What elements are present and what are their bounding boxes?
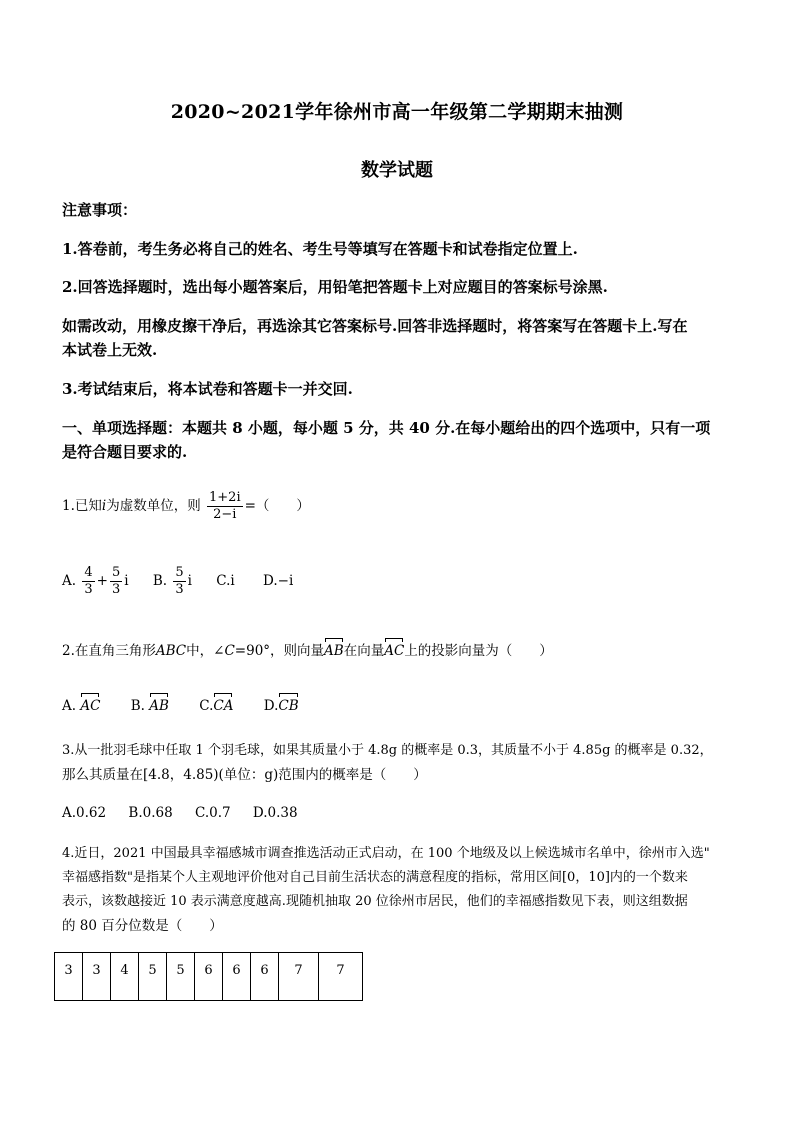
q3-options [62, 802, 742, 824]
q1-option-a-d1: 3 [84, 582, 93, 597]
q4-line3: 表示，该数越接近 10 表示满意度越高.现随机抽取 20 位徐州市居民，他们的幸福感指数见下表，则这组数据 [62, 894, 688, 909]
note-2: 2.回答选择题时，选出每小题答案后，用铅笔把答题卡上对应题目的答案标号涂黑. [62, 278, 608, 296]
q1-option-a-plus: + [96, 573, 108, 589]
table-cell: 6 [223, 953, 251, 1001]
q2-option-a-label: A. [62, 698, 77, 714]
q2-stem [62, 640, 742, 662]
q2-option-d-label: D. [263, 698, 279, 714]
q1-stem-a: 1.已知 [62, 498, 102, 514]
q1-frac-num: 1+2i [209, 490, 241, 505]
q2-option-b-label: B. [130, 698, 145, 714]
exam-subtitle: 数学试题 [361, 160, 433, 181]
q2-stem-b: 中，∠ [186, 643, 225, 659]
q1-option-b-frac [173, 565, 185, 598]
q2-vector-ac: AC [384, 640, 404, 662]
q2-option-b-vector: AB [149, 695, 169, 717]
q4-line2: 幸福感指数"是指某个人主观地评价他对自己目前生活状态的满意程度的指标，常用区间[0，10]内的一个数来 [62, 870, 688, 885]
q2-stem-e: 上的投影向量为（ ） [404, 643, 553, 659]
q1-stem [62, 490, 742, 523]
q1-option-a [62, 565, 133, 597]
q1-stem-c: =（ ） [244, 498, 310, 514]
section1-line1: 一、单项选择题：本题共 8 小题，每小题 5 分，共 40 分.在每小题给出的四个选项中，只有一项 [62, 419, 711, 437]
q3-option-a: A.0.62 [62, 805, 107, 821]
q2-c-var: C [224, 643, 235, 659]
q1-option-a-d2: 3 [111, 582, 121, 597]
q1-option-b [152, 565, 196, 597]
q2-option-c-vector: CA [213, 695, 233, 717]
note-2b-line2: 本试卷上无效. [62, 341, 158, 359]
table-cell: 3 [55, 953, 83, 1001]
q4-line4: 的 80 百分位数是（ ） [62, 918, 223, 934]
table-cell: 6 [251, 953, 279, 1001]
q4-line1: 4.近日，2021 中国最具幸福感城市调查推选活动正式启动，在 100 个地级及以上候选城市名单中，徐州市入选" [62, 846, 710, 861]
q1-option-b-i: i [187, 573, 192, 589]
note-2b-line1: 如需改动，用橡皮擦干净后，再选涂其它答案标号.回答非选择题时，将答案写在答题卡上.写在 [62, 317, 688, 335]
q1-option-c: C.i [216, 573, 235, 589]
q2-options [62, 695, 742, 717]
exam-title: 2020~2021学年徐州市高一年级第二学期期末抽测 [170, 101, 624, 123]
q1-option-a-frac1 [82, 565, 94, 598]
q2-option-c [199, 698, 233, 714]
q1-option-a-n2: 5 [111, 565, 121, 580]
notes-heading: 注意事项： [62, 201, 138, 219]
q2-option-d [264, 698, 299, 714]
q1-option-a-n1: 4 [84, 565, 93, 580]
happiness-index-table [54, 952, 363, 1001]
note-1: 1.答卷前，考生务必将自己的姓名、考生号等填写在答题卡和试卷指定位置上. [62, 240, 578, 258]
table-cell: 5 [139, 953, 167, 1001]
q1-option-a-i: i [124, 573, 129, 589]
table-cell: 5 [167, 953, 195, 1001]
table-cell: 4 [111, 953, 139, 1001]
q1-option-a-label: A. [62, 573, 77, 589]
q3-option-d: D.0.38 [252, 805, 298, 821]
q2-option-a-vector: AC [80, 695, 100, 717]
q1-option-b-n: 5 [175, 565, 184, 580]
q2-option-d-vector: CB [278, 695, 298, 717]
q1-stem-b: 为虚数单位，则 [106, 498, 201, 514]
q1-option-b-label: B. [152, 573, 168, 589]
q2-option-a [62, 698, 100, 714]
q2-vector-ab: AB [324, 640, 344, 662]
q1-option-b-d: 3 [175, 582, 184, 597]
q1-frac-den: 2−i [213, 507, 237, 522]
q2-option-b [131, 698, 169, 714]
q1-options [62, 565, 742, 598]
q3-line2: 那么其质量在[4.8，4.85)(单位：g)范围内的概率是（ ） [62, 767, 427, 783]
q2-stem-c: =90°，则向量 [234, 643, 325, 659]
q1-fraction [207, 490, 243, 523]
table-cell: 7 [279, 953, 319, 1001]
q1-option-a-frac2 [110, 565, 122, 598]
q3-line1: 3.从一批羽毛球中任取 1 个羽毛球，如果其质量小于 4.8g 的概率是 0.3，其质量不小于 4.85g 的概率是 0.32， [62, 743, 713, 758]
q2-stem-a: 2.在直角三角形 [62, 643, 156, 659]
q2-option-c-label: C. [199, 698, 214, 714]
q1-i-var: i [101, 498, 107, 514]
q1-option-d: D.−i [263, 573, 294, 589]
table-cell: 3 [83, 953, 111, 1001]
table-cell: 7 [319, 953, 363, 1001]
q3-option-c: C.0.7 [194, 805, 231, 821]
section1-line2: 是符合题目要求的. [62, 443, 188, 461]
table-row [55, 953, 363, 1001]
q2-stem-d: 在向量 [343, 643, 385, 659]
q3-option-b: B.0.68 [128, 805, 173, 821]
q2-abc: ABC [155, 643, 187, 659]
note-3: 3.考试结束后，将本试卷和答题卡一并交回. [62, 380, 353, 398]
table-cell: 6 [195, 953, 223, 1001]
